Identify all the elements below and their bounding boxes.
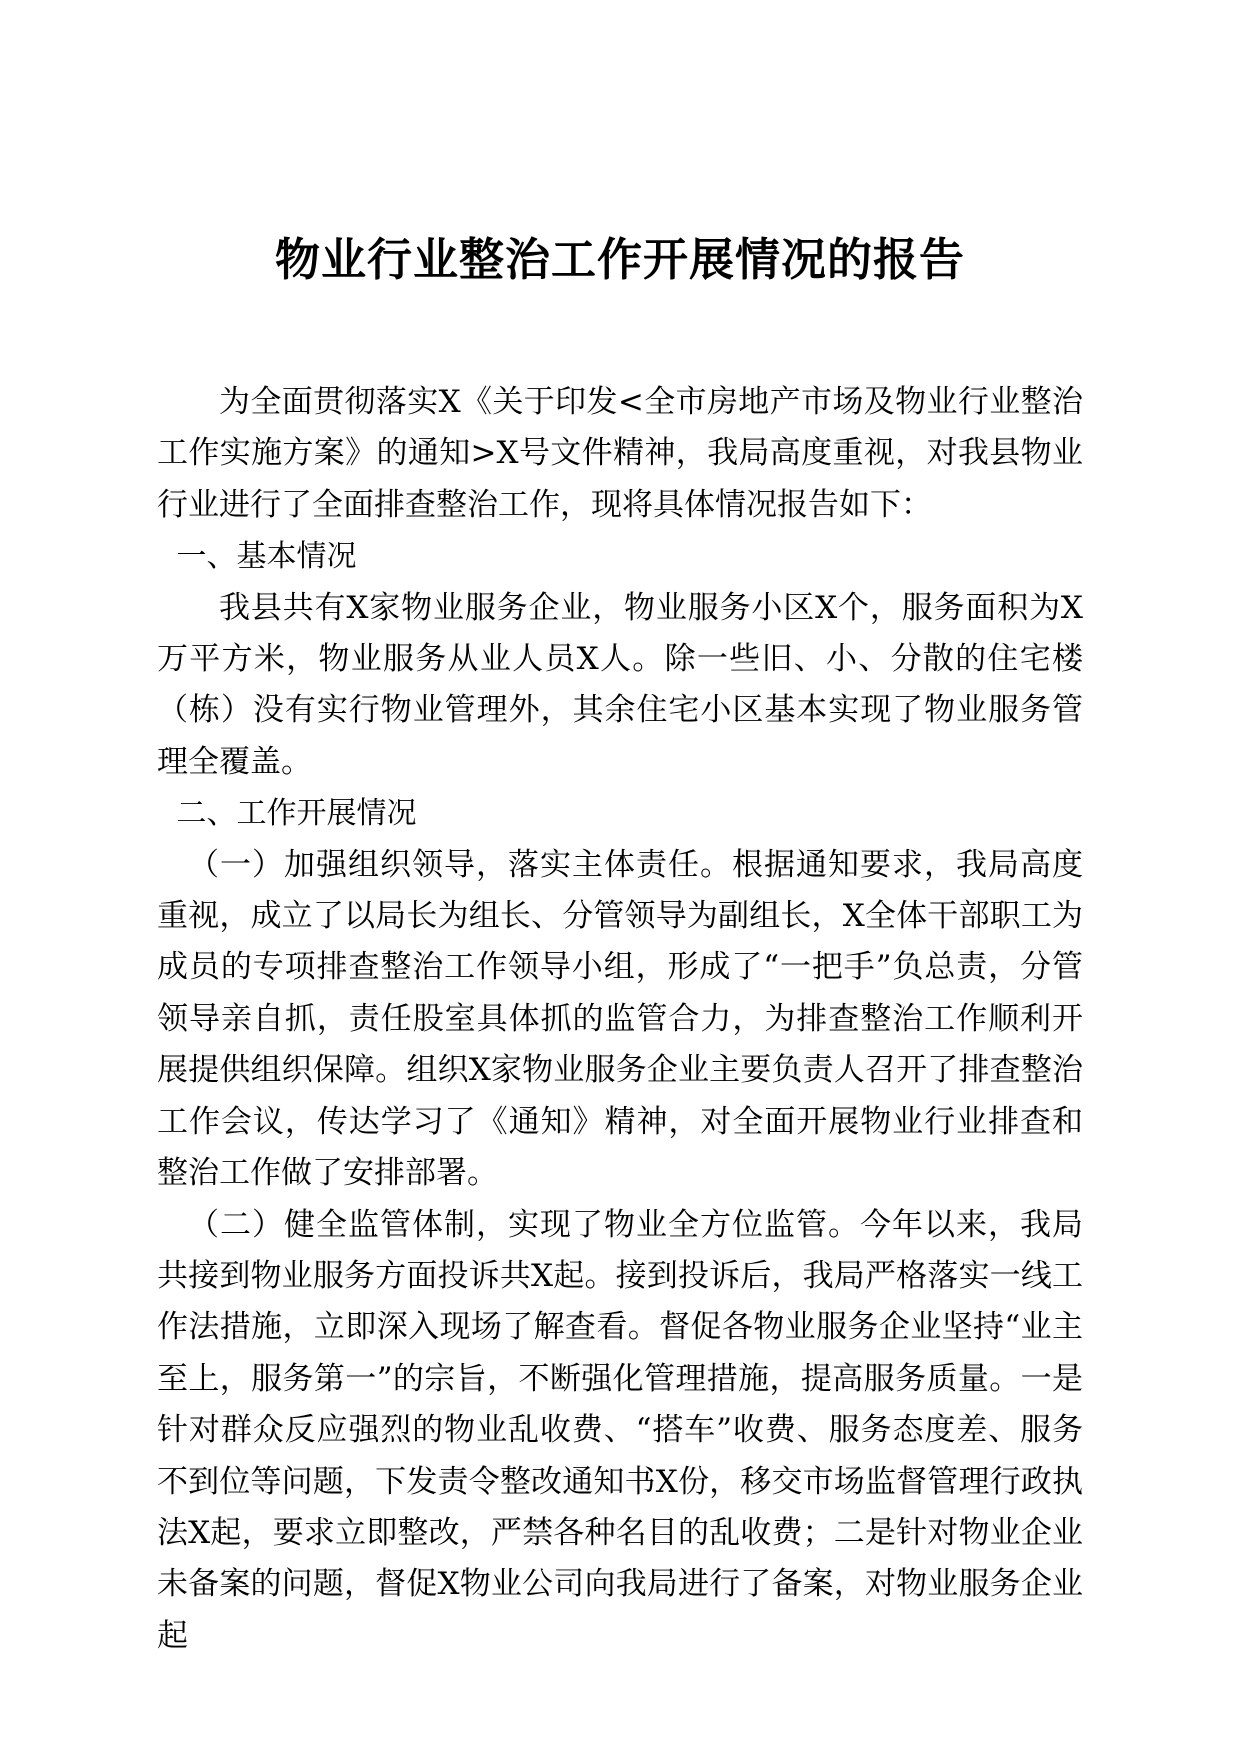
subsection-lead: （二）健全监管体制，实现了物业全方位监管。 — [188, 1206, 860, 1243]
subsection-lead: （一）加强组织领导，落实主体责任。 — [188, 846, 732, 883]
document-body — [157, 377, 1083, 1662]
basic-situation-paragraph: 我县共有X家物业服务企业，物业服务小区X个，服务面积为X万平方米，物业服务从业人员X人。除一些旧、小、分散的住宅楼（栋）没有实行物业管理外，其余住宅小区基本实现了物业服务管理全覆盖。 — [157, 589, 1083, 780]
subsection-organization-leadership — [157, 840, 1083, 1200]
subsection-text: 根据通知要求，我局高度重视，成立了以局长为组长、分管领导为副组长，X全体干部职工为成员的专项排查整治工作领导小组，形成了“一把手”负总责，分管领导亲自抓，责任股室具体抓的监管合力，为排查整治工作顺利开展提供组织保障。组织X家物业服务企业主要负责人召开了排查整治工作会议，传达学习了《通知》精神，对全面开展物业行业排查和整治工作做了安排部署。 — [157, 846, 1083, 1192]
intro-paragraph: 为全面贯彻落实X《关于印发<全市房地产市场及物业行业整治工作实施方案》的通知>X号文件精神，我局高度重视，对我县物业行业进行了全面排查整治工作，现将具体情况报告如下： — [157, 384, 1083, 523]
section-heading-work-progress: 二、工作开展情况 — [176, 796, 417, 832]
subsection-text: 今年以来，我局共接到物业服务方面投诉共X起。接到投诉后，我局严格落实一线工作法措施，立即深入现场了解查看。督促各物业服务企业坚持“业主至上，服务第一”的宗旨，不断强化管理措施，提高服务质量。一是针对群众反应强烈的物业乱收费、“搭车”收费、服务态度差、服务不到位等问题，下发责令整改通知书X份，移交市场监督管理行政执法X起，要求立即整改，严禁各种名目的乱收费；二是针对物业企业未备案的问题，督促X物业公司向我局进行了备案，对物业服务企业起 — [157, 1206, 1083, 1654]
subsection-supervision-system — [157, 1200, 1083, 1663]
section-heading-basic-situation: 一、基本情况 — [176, 539, 357, 575]
document-title: 物业行业整治工作开展情况的报告 — [274, 233, 965, 286]
